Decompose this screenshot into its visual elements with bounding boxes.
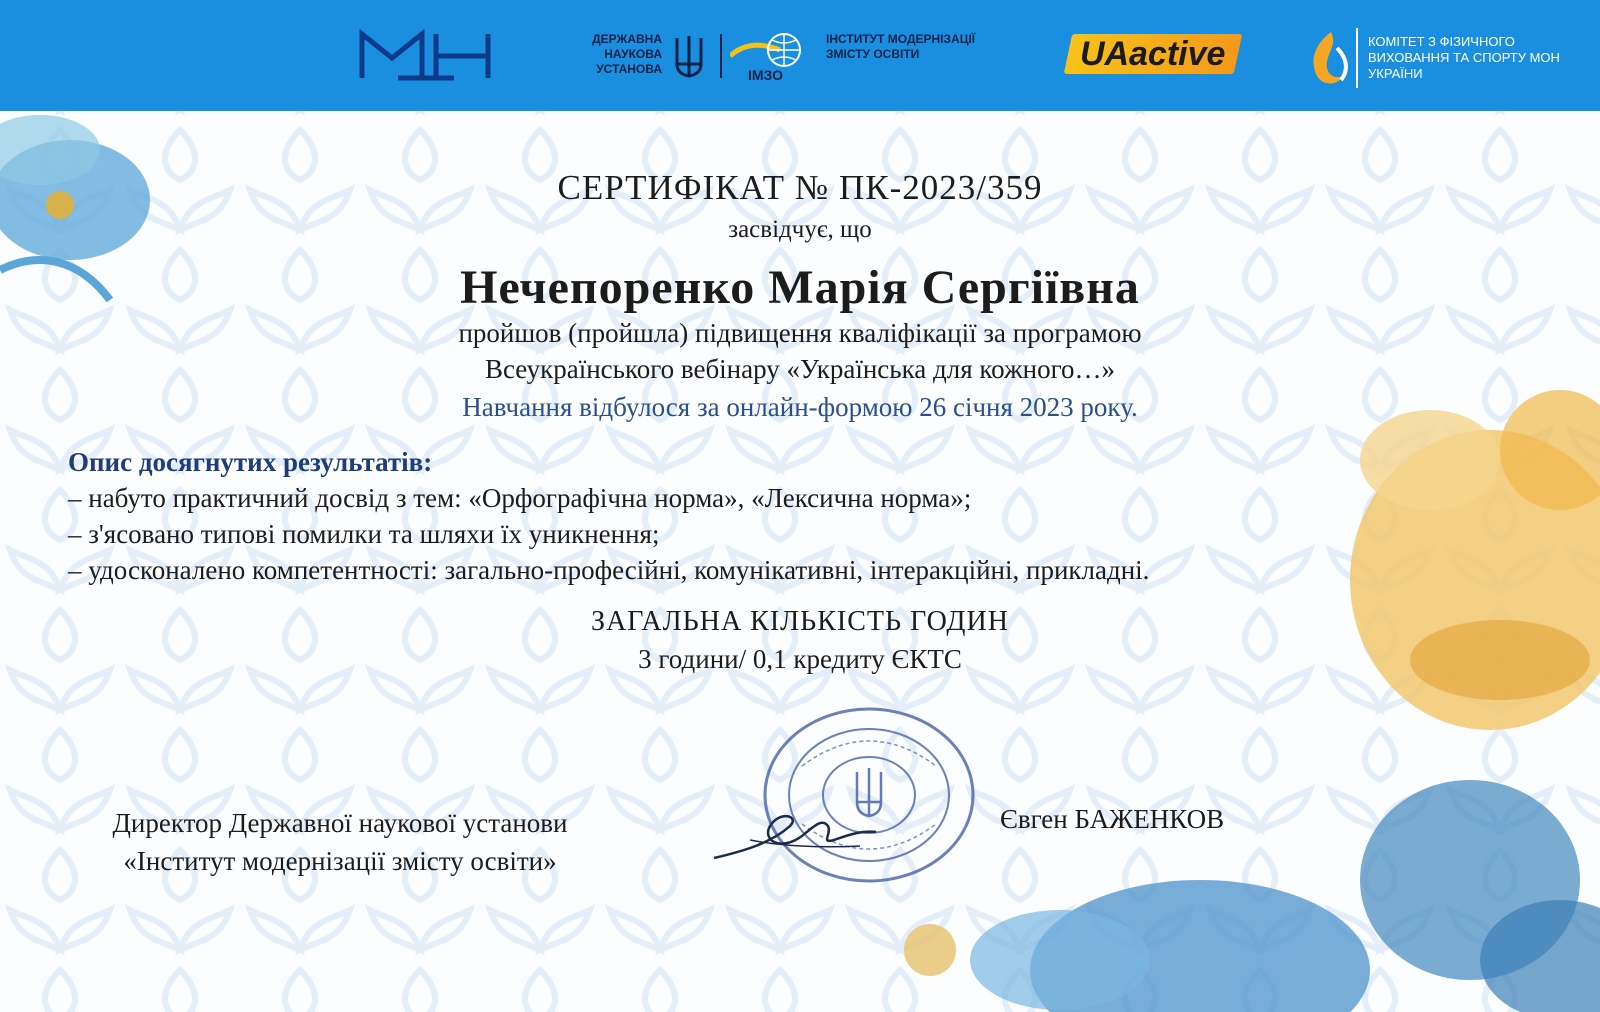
- uaactive-logo: [1064, 34, 1242, 74]
- recipient-name: Нечепоренко Марія Сергіївна: [460, 261, 1140, 314]
- header-banner: [0, 0, 1600, 111]
- signatory-position: [40, 804, 640, 880]
- header-divider: [720, 34, 722, 78]
- committee-divider: [1356, 28, 1358, 88]
- mon-logo-icon: [358, 28, 492, 82]
- results-item: – набуто практичний досвід з тем: «Орфографічна норма», «Лексична норма»;: [68, 483, 972, 513]
- imzo-globe-icon: [730, 30, 812, 82]
- handwritten-signature-icon: [710, 796, 880, 872]
- program-line-1: пройшов (пройшла) підвищення кваліфікації за програмою: [458, 318, 1142, 348]
- trident-icon: [674, 34, 704, 80]
- dnu-logo-text: ДЕРЖАВНА НАУКОВА УСТАНОВА: [592, 32, 662, 76]
- signatory-position-line-1: Директор Державної наукової установи: [112, 808, 568, 838]
- flame-icon: [1307, 30, 1351, 88]
- certificate-subtitle: засвідчує, що: [728, 216, 872, 243]
- training-date-line: Навчання відбулося за онлайн-формою 26 січня 2023 року.: [462, 392, 1138, 422]
- imzo-logo-text: ІНСТИТУТ МОДЕРНІЗАЦІЇ ЗМІСТУ ОСВІТИ: [826, 32, 976, 61]
- results-section: [68, 444, 1388, 588]
- uaactive-part1: UA: [1080, 35, 1130, 73]
- results-heading: Опис досягнутих результатів:: [68, 447, 433, 477]
- imzo-abbr: ІМЗО: [748, 67, 784, 82]
- hours-title: ЗАГАЛЬНА КІЛЬКІСТЬ ГОДИН: [591, 606, 1009, 637]
- certificate-title: СЕРТИФІКАТ № ПК-2023/359: [557, 168, 1043, 207]
- results-item: – удосконалено компетентності: загально-професійні, комунікативні, інтеракційні, прикладні.: [68, 555, 1150, 585]
- uaactive-part2: active: [1129, 35, 1226, 73]
- signatory-position-line-2: «Інститут модернізації змісту освіти»: [123, 846, 557, 876]
- results-item: – з'ясовано типові помилки та шляхи їх уникнення;: [68, 519, 660, 549]
- hours-value: 3 години/ 0,1 кредиту ЄКТС: [638, 644, 962, 674]
- signatory-name: Євген БАЖЕНКОВ: [1000, 804, 1225, 834]
- committee-logo-text: КОМІТЕТ З ФІЗИЧНОГО ВИХОВАННЯ ТА СПОРТУ МОН УКРАЇНИ: [1368, 34, 1560, 81]
- program-line-2: Всеукраїнського вебінару «Українська для кожного…»: [484, 354, 1116, 384]
